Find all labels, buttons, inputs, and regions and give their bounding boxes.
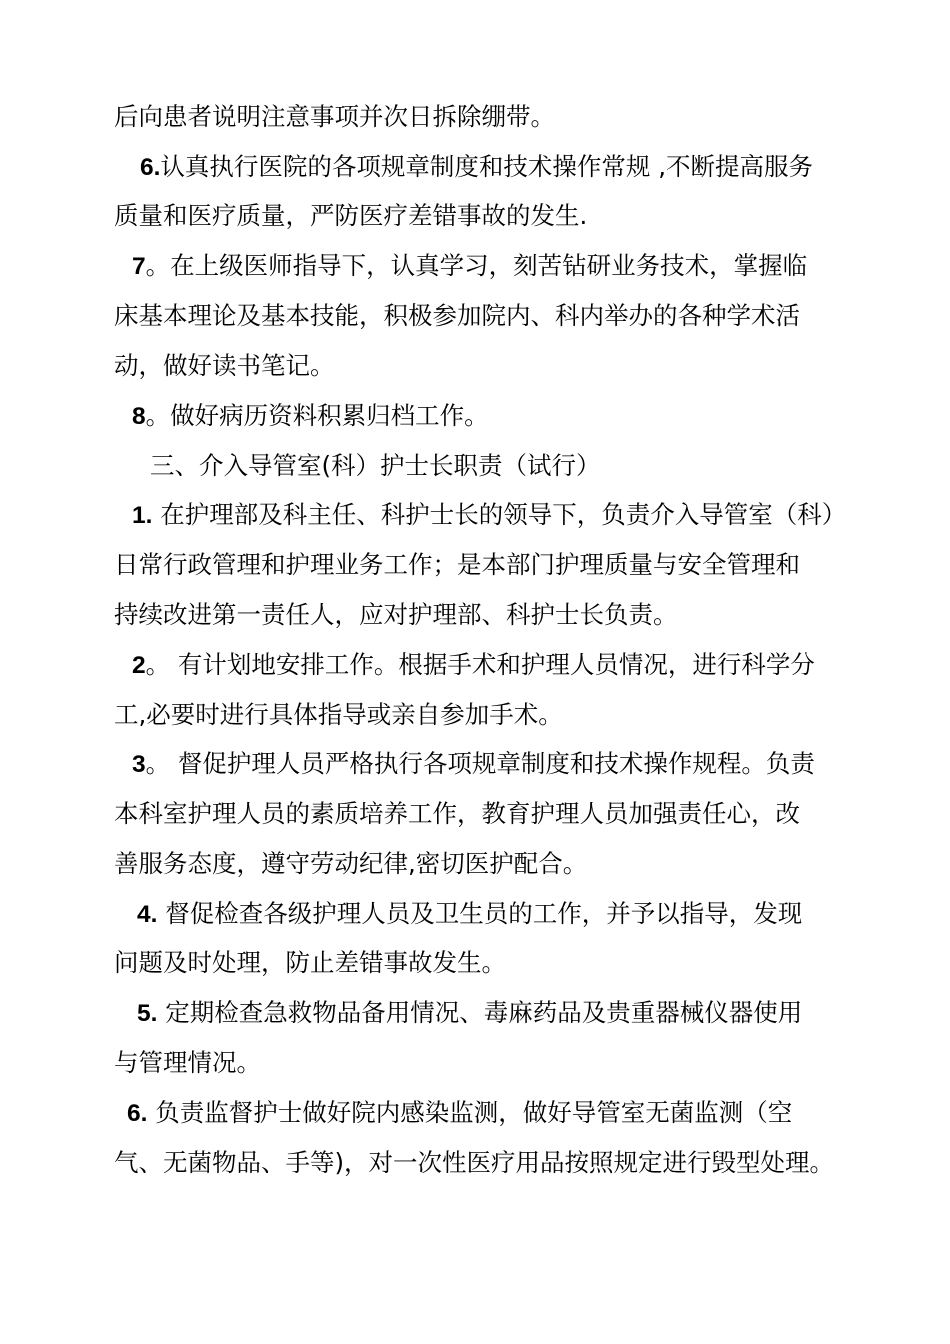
- text-line: 日常行政管理和护理业务工作；是本部门护理质量与安全管理和: [114, 550, 800, 579]
- text-line: 2。 有计划地安排工作。根据手术和护理人员情况，进行科学分: [132, 650, 815, 679]
- text-line: 后向患者说明注意事项并次日拆除绷带。: [114, 102, 555, 131]
- text-line: 4. 督促检查各级护理人员及卫生员的工作，并予以指导，发现: [137, 899, 803, 928]
- text-line: 工,必要时进行具体指导或亲自参加手术。: [114, 700, 563, 729]
- text-line: 8。做好病历资料积累归档工作。: [132, 401, 489, 430]
- text-line: 问题及时处理，防止差错事故发生。: [114, 948, 506, 977]
- text-line: 与管理情况。: [114, 1048, 261, 1077]
- text-line: 3。 督促护理人员严格执行各项规章制度和技术操作规程。负责: [132, 749, 815, 778]
- text-line: 5. 定期检查急救物品备用情况、毒麻药品及贵重器械仪器使用: [137, 998, 803, 1027]
- section-heading: 三、介入导管室(科）护士长职责（试行）: [150, 451, 601, 480]
- text-line: 床基本理论及基本技能，积极参加院内、科内举办的各种学术活: [114, 301, 800, 330]
- text-line: 质量和医疗质量，严防医疗差错事故的发生.: [114, 201, 588, 230]
- text-line: 气、无菌物品、手等)，对一次性医疗用品按照规定进行毁型处理。: [114, 1148, 835, 1177]
- text-line: 6. 负责监督护士做好院内感染监测，做好导管室无菌监测（空: [127, 1098, 793, 1127]
- text-line: 动，做好读书笔记。: [114, 351, 335, 380]
- text-line: 本科室护理人员的素质培养工作，教育护理人员加强责任心，改: [114, 799, 800, 828]
- text-line: 7。在上级医师指导下，认真学习，刻苦钻研业务技术，掌握临: [132, 251, 808, 280]
- text-line: 善服务态度，遵守劳动纪律,密切医护配合。: [114, 849, 588, 878]
- text-line: 持续改进第一责任人，应对护理部、科护士长负责。: [114, 600, 678, 629]
- text-line: 1. 在护理部及科主任、科护士长的领导下，负责介入导管室（科）: [132, 500, 847, 529]
- text-line: 6.认真执行医院的各项规章制度和技术操作常规 ,不断提高服务: [140, 152, 814, 181]
